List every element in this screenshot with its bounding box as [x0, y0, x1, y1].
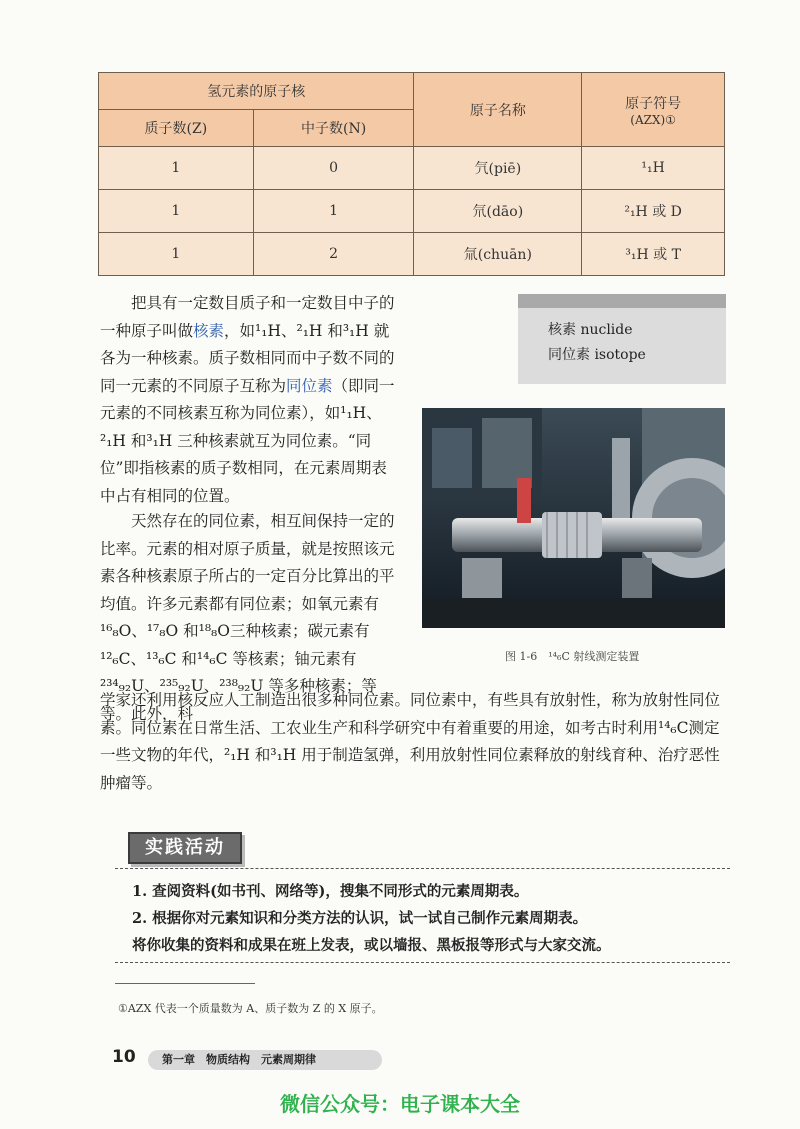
footnote: ①AZX 代表一个质量数为 A、质子数为 Z 的 X 原子。 [118, 1002, 383, 1015]
chapter-label: 第一章 物质结构 元素周期律 [148, 1050, 382, 1070]
table-row [99, 233, 725, 276]
neutron-cell: 1 [253, 190, 414, 233]
paragraph-isotope-uses: 学家还利用核反应人工制造出很多种同位素。同位素中，有些具有放射性，称为放射性同位素。同位素在日常生活、工农业生产和科学研究中有着重要的用途，如考古时利用¹⁴₆C测定一些文物的年代，²₁H 和³₁H 用于制造氢弹，利用放射性同位素释放的射线育种、治疗恶性肿瘤等。 [100, 691, 721, 792]
atom-name-cell: 氚(chuān) [414, 233, 582, 276]
glossary-isotope: 同位素 isotope [548, 347, 646, 363]
term-nuclide: 核素 [193, 321, 225, 340]
symbol-cell: ³₁H 或 T [582, 233, 725, 276]
practice-activity-title: 实践活动 [128, 832, 242, 864]
proton-cell: 1 [99, 190, 254, 233]
col-name-header: 原子名称 [414, 73, 582, 147]
footnote-rule [115, 983, 255, 984]
figure-caption: 图 1-6 ¹⁴₆C 射线测定装置 [505, 650, 640, 663]
apparatus-illustration [422, 408, 725, 628]
table-row [99, 147, 725, 190]
neutron-cell: 0 [253, 147, 414, 190]
c14-apparatus-photo [422, 408, 725, 628]
isotope-table-wrapper [98, 72, 725, 276]
table-row [99, 190, 725, 233]
practice-item-1: 1. 查阅资料(如书刊、网络等)，搜集不同形式的元素周期表。 [132, 883, 529, 900]
paragraph-natural-isotopes: 天然存在的同位素，相互间保持一定的比率。元素的相对原子质量，就是按照该元素各种核素原子所占的一定百分比算出的平均值。许多元素都有同位素；如氧元素有¹⁶₈O、¹⁷₈O 和¹⁸₈O三种核素；碳元素有¹²₆C、¹³₆C 和¹⁴₆C 等核素；铀元素有²³⁴₉₂U、²³⁵₉₂U、²³⁸₉₂U 等多种核素；等等。此外，科 [100, 512, 395, 723]
symbol-cell: ¹₁H [582, 147, 725, 190]
symbol-cell: ²₁H 或 D [582, 190, 725, 233]
proton-cell: 1 [99, 147, 254, 190]
col-neutron-header: 中子数(N) [253, 110, 414, 147]
col-symbol-header: 原子符号 (AZX)① [582, 73, 725, 147]
practice-divider-bottom [115, 962, 730, 963]
hydrogen-isotope-table [98, 72, 725, 276]
group-header: 氢元素的原子核 [99, 73, 414, 110]
practice-divider-top [115, 868, 730, 869]
atom-name-cell: 氕(piē) [414, 147, 582, 190]
glossary-box-bar [518, 294, 726, 308]
col-proton-header: 质子数(Z) [99, 110, 254, 147]
glossary-nuclide: 核素 nuclide [548, 322, 633, 338]
atom-name-cell: 氘(dāo) [414, 190, 582, 233]
practice-item-2: 2. 根据你对元素知识和分类方法的认识，试一试自己制作元素周期表。 [132, 910, 588, 927]
neutron-cell: 2 [253, 233, 414, 276]
proton-cell: 1 [99, 233, 254, 276]
watermark-text: 微信公众号：电子课本大全 [280, 1092, 520, 1116]
page-number: 10 [112, 1047, 136, 1067]
term-glossary-box [518, 294, 726, 384]
term-isotope: 同位素 [286, 376, 333, 395]
practice-item-3: 将你收集的资料和成果在班上发表，或以墙报、黑板报等形式与大家交流。 [132, 937, 611, 954]
paragraph-nuclide-definition: 把具有一定数目质子和一定数目中子的一种原子叫做核素，如¹₁H、²₁H 和³₁H 就各为一种核素。质子数相同而中子数不同的同一元素的不同原子互称为同位素（即同一元素的不同核素互称为同位素），如¹₁H、²₁H 和³₁H 三种核素就互为同位素。“同位”即指核素的质子数相同，在元素周期表中占有相同的位置。 [100, 294, 395, 505]
